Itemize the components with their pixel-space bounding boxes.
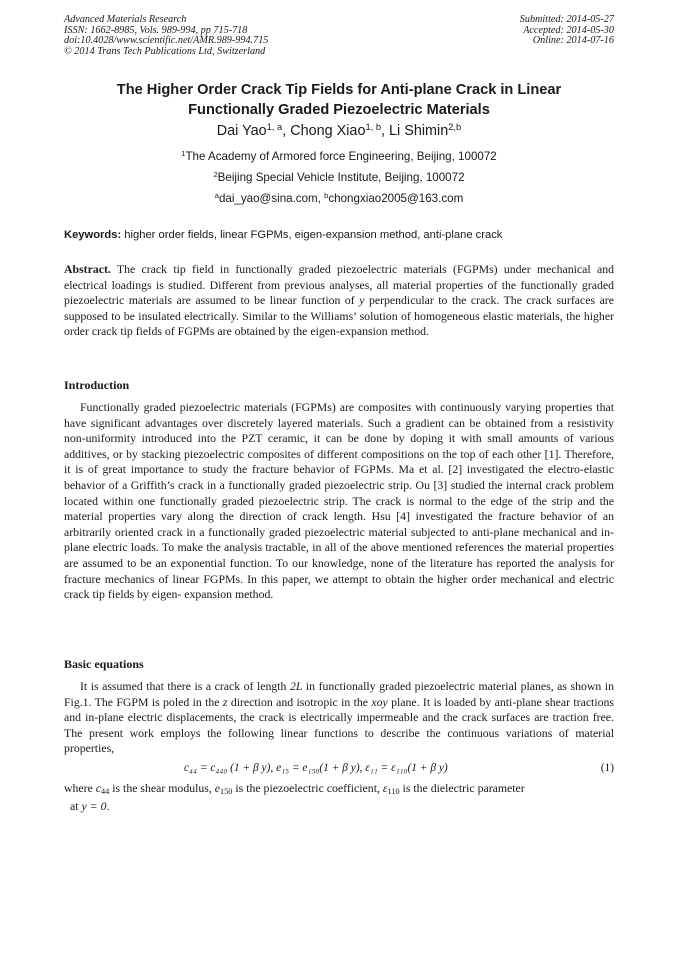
affiliation-1 — [40, 150, 638, 164]
equation-explanation-cont — [70, 799, 109, 815]
section-heading-introduction: Introduction — [64, 378, 130, 392]
affiliation-sup: 2 — [213, 169, 218, 179]
paper-title — [40, 81, 638, 120]
math-condition: y = 0 — [81, 799, 107, 813]
math-subscript: 110 — [387, 787, 400, 797]
math-variable: xoy — [371, 694, 388, 709]
section-heading-basic-equations: Basic equations — [64, 657, 144, 671]
title-line-2: Functionally Graded Piezoelectric Materials — [188, 101, 490, 118]
journal-issn: ISSN: 1662-8985, Vols. 989-994, pp 715-718 — [64, 24, 248, 36]
equation-body: c₄₄ = c₄₄₀ (1 + β y), e₁₅ = e₁₅₀(1 + β y), ε₁₁ = ε₁₁₀(1 + β y) — [184, 762, 448, 774]
explanation-text: where — [64, 781, 96, 795]
email-text: dai_yao@sina.com, — [218, 192, 325, 205]
math-variable: c — [95, 781, 102, 795]
equation-1 — [64, 760, 614, 776]
keywords — [64, 228, 624, 242]
affiliation-2 — [40, 171, 638, 185]
abstract-text: perpendicular to the crack. The crack surfaces are supposed to be insulated electrically. Similar to the Williams’ solution of homogeneous elastic materials, the higher order crack tip fields of FGPMs are obtained by the eigen-expansion method. — [64, 293, 614, 339]
explanation-text: is the dielectric parameter — [399, 781, 525, 795]
author-sup: 2,b — [448, 121, 462, 132]
paragraph-text: in functionally graded piezoelectric material planes, as shown in Fig.1. The FGPM is poled in the — [64, 679, 614, 709]
affiliation-sup: 1 — [181, 148, 186, 158]
journal-doi: doi:10.4028/www.scientific.net/AMR.989-994.715 — [64, 35, 269, 47]
author-name: Chong Xiao — [290, 123, 366, 139]
math-subscript: 44 — [101, 787, 110, 797]
explanation-text: is the piezoelectric coefficient, — [232, 781, 383, 795]
journal-header-right — [520, 15, 614, 47]
journal-name: Advanced Materials Research — [64, 14, 187, 25]
journal-copyright: © 2014 Trans Tech Publications Ltd, Switzerland — [64, 45, 266, 57]
author-sup: 1, b — [365, 121, 382, 132]
email-line — [40, 192, 638, 206]
author-name: Dai Yao — [216, 123, 267, 139]
keywords-text: higher order fields, linear FGPMs, eigen-expansion method, anti-plane crack — [121, 229, 503, 241]
accepted-date: Accepted: 2014-05-30 — [523, 24, 614, 36]
introduction-paragraph: Functionally graded piezoelectric materials (FGPMs) are composites with continuously varying properties that have significant advantages over discretely layered materials. Such a gradient can be obtained from a resistivity non-uniformity introduced into the PZT ceramic, it can be done by doping it with small amounts of various additives, or by stacking piezoelectric composites of different compositions on the top of each other [1]. Therefore, it is of great importance to study the fracture behavior of FGPMs. Ma et al. [2] investigated the electro-elastic behavior of a Griffith’s crack in a functionally graded piezoelectric strip. Ou [3] studied the internal crack problem located within one functionally graded piezoelectric strip. The crack is normal to the edge of the strip and the material properties vary along the direction of crack length. Hsu [4] investigated the fracture behavior of an arbitrarily oriented crack in a functionally graded piezoelectric material subjected to anti-plane mechanical and in-plane electric loads. To make the analysis tractable, in all of the above mentioned references the material properties are assumed to be an exponential function. To our knowledge, none of the literature has reported the analysis for fracture mechanics of linear FGPMs. In this paper, we attempt to obtain the higher order mechanical and electric crack tip fields by eigen- expansion method. — [64, 400, 614, 602]
author-name: Li Shimin — [389, 123, 449, 139]
author-sup: 1, a — [266, 121, 283, 132]
paragraph-text: It is assumed that there is a crack of length — [80, 679, 290, 693]
explanation-text: . — [106, 799, 110, 813]
abstract-variable: y — [359, 293, 365, 308]
paragraph-text: direction and isotropic in the — [227, 694, 372, 709]
journal-header-left — [64, 15, 268, 57]
basic-equations-paragraph — [64, 679, 614, 757]
math-subscript: 150 — [220, 787, 233, 797]
math-variable: z — [222, 694, 228, 709]
title-line-1: The Higher Order Crack Tip Fields for Anti-plane Crack in Linear — [116, 82, 562, 98]
email-sup: a — [214, 190, 219, 200]
equation-number: (1) — [600, 762, 614, 774]
abstract-text: The crack tip field in functionally graded piezoelectric materials (FGPMs) under mechanical and electrical loadings is studied. Different from previous analyses, all material properties of the functionally graded piezoelectric materials are assumed to be linear function of — [64, 262, 614, 308]
math-variable: 2L — [289, 679, 303, 693]
math-variable: e — [214, 781, 221, 795]
keywords-label: Keywords: — [64, 229, 122, 241]
affiliation-text: The Academy of Armored force Engineering, Beijing, 100072 — [185, 150, 497, 163]
email-sup: b — [324, 190, 329, 200]
abstract — [64, 262, 614, 340]
equation-explanation — [64, 781, 614, 797]
author-list: Dai Yao$^{1, a}$, Chong Xiao$^{1, b}$, Li Shimin$^{2,b}$ — [216, 121, 462, 139]
explanation-text: is the shear modulus, — [109, 781, 215, 795]
explanation-text: at — [70, 799, 82, 813]
online-date: Online: 2014-07-16 — [532, 35, 614, 47]
submitted-date: Submitted: 2014-05-27 — [519, 14, 614, 25]
email-text: chongxiao2005@163.com — [328, 192, 464, 205]
math-variable: ε — [382, 781, 388, 795]
affiliation-text: Beijing Special Vehicle Institute, Beijing, 100072 — [217, 171, 465, 184]
abstract-label: Abstract. — [64, 262, 111, 276]
paragraph-text: plane. It is loaded by anti-plane shear tractions and in-plane electric displacements, the crack is electrically impermeable and the crack surfaces are traction free. The present work employs the following linear functions to describe the continuous variations of material properties, — [64, 694, 614, 756]
